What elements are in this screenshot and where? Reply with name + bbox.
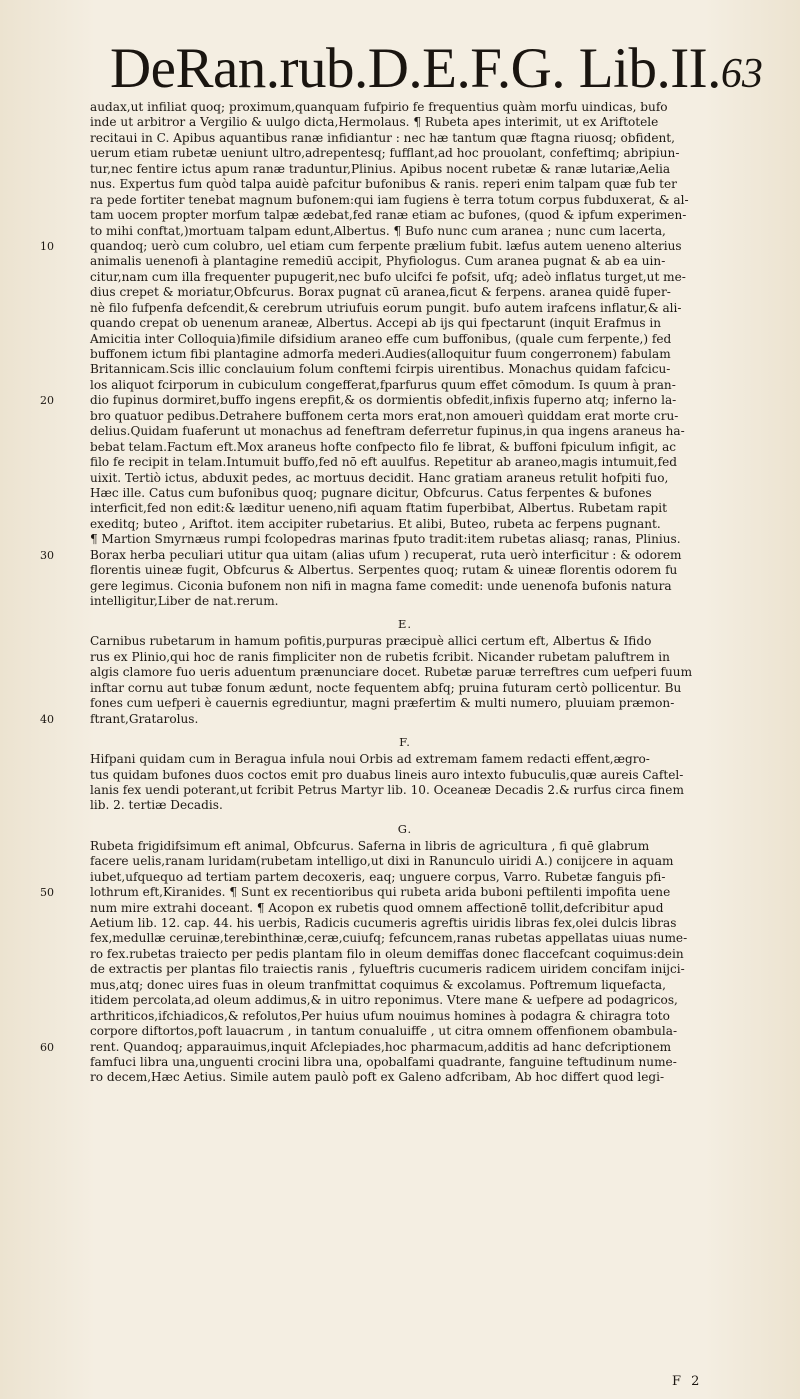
line-text: lanis fex uendi poterant,ut fcribit Petrus Martyr lib. 10. Oceaneæ Decadis 2.& rurfus circa finem	[90, 782, 684, 797]
line-text: audax,ut infiliat quoq; proximum,quanquam fufpirio fe frequentius quàm morfu uindicas, bufo	[90, 100, 668, 114]
line-text: bebat telam.Factum eft.Mox araneus hofte confpecto filo fe librat, & buffoni fpiculum infigit, ac	[90, 439, 677, 454]
text-line	[40, 579, 720, 594]
text-line	[40, 901, 720, 916]
text-line	[40, 696, 720, 711]
line-text: filo fe recipit in telam.Intumuit buffo,fed nō eft auulfus. Repetitur ab araneo,magis intumuit,fed	[90, 455, 677, 470]
section-heading-f: F.	[399, 735, 411, 750]
text-line	[40, 798, 720, 813]
text-line	[40, 650, 720, 665]
text-line	[40, 712, 720, 727]
text-line	[40, 931, 720, 946]
line-text: buffonem ictum fibi plantagine admorfa mederi.Audies(alloquitur fuum congerronem) fabulam	[90, 347, 671, 361]
line-text: interficit,fed non edit:& læditur ueneno,nifi aquam ftatim fuperbibat, Albertus. Rubetam rapit	[90, 501, 667, 516]
text-line	[40, 962, 720, 977]
line-text: rent. Quandoq; apparauimus,inquit Afclepiades,hoc pharmacum,additis ad hanc defcriptionem	[90, 1039, 672, 1054]
text-line	[40, 548, 720, 563]
line-text: delius.Quidam fuaferunt ut monachus ad feneftram deferretur fupinus,in qua ingens araneus ha-	[90, 424, 685, 439]
text-line	[40, 440, 720, 455]
line-text: corpore diftortos,poft lauacrum , in tantum conualuiffe , ut citra omnem offenfionem obambula-	[90, 1024, 678, 1039]
line-text: ftrant,Gratarolus.	[90, 711, 199, 726]
text-line	[40, 665, 720, 680]
line-text: iubet,ufquequo ad tertiam partem decoxeris, eaq; unguere corpus, Varro. Rubetæ fanguis pfi-	[90, 869, 666, 884]
text-line	[40, 100, 720, 115]
line-text: tus quidam bufones duos coctos emit pro duabus lineis auro intexto fubuculis,quæ aureis Caftel-	[90, 767, 684, 782]
text-line	[40, 393, 720, 408]
line-number: 30	[40, 548, 54, 562]
text-line	[40, 885, 720, 900]
line-text: fones cum uefperi è cauernis egrediuntur, magni præfertim & multi numero, pluuiam præmon-	[90, 696, 675, 711]
line-text: los aliquot fcirporum in cubiculum congefferat,fparfurus quum effet cōmodum. Is quum à pran-	[90, 377, 676, 392]
line-text: quando crepat ob uenenum araneæ, Albertus. Accepi ab ijs qui fpectarunt (inquit Erafmus in	[90, 316, 662, 331]
text-line	[40, 409, 720, 424]
line-number: 50	[40, 886, 54, 900]
line-text: ¶ Martion Smyrnæus rumpi fcolopedras marinas fputo tradit:item rubetas aliasq; ranas, Plinius.	[90, 532, 681, 547]
section-g	[40, 839, 720, 1086]
section-e	[40, 634, 720, 727]
section-heading-e: E.	[397, 617, 413, 632]
line-text: facere uelis,ranam luridam(rubetam intelligo,ut dixi in Ranunculo uiridi A.) conijcere in aquam	[90, 854, 674, 869]
text-line	[40, 839, 720, 854]
text-line	[40, 752, 720, 767]
text-line	[40, 532, 720, 547]
line-text: Hifpani quidam cum in Beragua infula noui Orbis ad extremam famem redacti effent,ægro-	[90, 752, 650, 767]
text-line	[40, 634, 720, 649]
text-line	[40, 517, 720, 532]
line-text: algis clamore fuo ueris aduentum prænunciare docet. Rubetæ paruæ terreftres cum uefperi fuum	[90, 665, 693, 680]
text-line	[40, 486, 720, 501]
signature-mark: F 2	[672, 1374, 703, 1389]
text-line	[40, 947, 720, 962]
text-line	[40, 783, 720, 798]
text-line	[40, 916, 720, 931]
line-text: dio fupinus dormiret,buffo ingens erepfit,& os dormientis obfedit,infixis fuperno atq; inferno la-	[90, 393, 677, 408]
text-line	[40, 993, 720, 1008]
text-line	[40, 854, 720, 869]
line-text: Britannicam.Scis illic conclauium folum conftemi fcirpis uirentibus. Monachus quidam fafcicu-	[90, 362, 671, 377]
text-line	[40, 254, 720, 269]
text-line	[40, 347, 720, 362]
line-text: tam uocem propter morfum talpæ ædebat,fed ranæ etiam ac bufones, (quod & ipfum experimen-	[90, 208, 687, 223]
line-text: intelligitur,Liber de nat.rerum.	[90, 594, 279, 608]
text-line	[40, 1040, 720, 1055]
line-text: Carnibus rubetarum in hamum pofitis,purpuras præcipuè allici certum eft, Albertus & Ifido	[90, 634, 652, 649]
line-text: exeditq; buteo , Ariftot. item accipiter rubetarius. Et alibi, Buteo, rubeta ac ferpens pugnant.	[90, 516, 661, 531]
line-text: uixit. Tertiò ictus, abduxit pedes, ac mortuus decidit. Hanc gratiam araneus retulit hofpiti fuo,	[90, 470, 669, 485]
line-text: num mire extrahi doceant. ¶ Acopon ex rubetis quod omnem affectionē tollit,defcribitur apud	[90, 900, 664, 915]
text-line	[40, 239, 720, 254]
line-text: inde ut arbitror a Vergilio & uulgo dicta,Hermolaus. ¶ Rubeta apes interimit, ut ex Ariftotele	[90, 115, 659, 130]
text-line	[40, 208, 720, 223]
line-text: tur,nec fentire ictus apum ranæ traduntur,Plinius. Apibus nocent rubetæ & ranæ lutariæ,Aelia	[90, 161, 671, 176]
text-line	[40, 563, 720, 578]
text-line	[40, 501, 720, 516]
line-text: florentis uineæ fugit, Obfcurus & Albertus. Serpentes quoq; rutam & uineæ florentis odorem fu	[90, 563, 678, 578]
text-line	[40, 1024, 720, 1039]
line-text: Borax herba peculiari utitur qua uitam (alias ufum ) recuperat, ruta uerò interficitur : & odorem	[90, 547, 682, 562]
text-line	[40, 471, 720, 486]
line-text: Aetium lib. 12. cap. 44. his uerbis, Radicis cucumeris agreftis uiridis libras fex,olei dulcis libras	[90, 916, 677, 930]
text-line	[40, 270, 720, 285]
line-text: itidem percolata,ad oleum addimus,& in uitro reponimus. Vtere mane & uefpere ad podagricos,	[90, 993, 678, 1008]
text-line	[40, 768, 720, 783]
line-text: Rubeta frigidifsimum eft animal, Obfcurus. Saferna in libris de agricultura , fi quē glabrum	[90, 838, 650, 853]
section-d	[40, 100, 720, 609]
text-line	[40, 455, 720, 470]
line-text: fex,medullæ ceruinæ,terebinthinæ,ceræ,cuiufq; fefcuncem,ranas rubetas appellatas uiuas nume-	[90, 931, 688, 946]
line-number: 40	[40, 712, 54, 726]
line-text: Hæc ille. Catus cum bufonibus quoq; pugnare dicitur, Obfcurus. Catus ferpentes & bufones	[90, 485, 652, 500]
line-text: arthriticos,ifchiadicos,& refolutos,Per huius ufum nouimus homines à podagra & chiragra toto	[90, 1008, 670, 1023]
text-line	[40, 424, 720, 439]
body-text	[40, 100, 720, 1086]
text-line	[40, 224, 720, 239]
text-line	[40, 378, 720, 393]
line-text: bro quatuor pedibus.Detrahere buffonem certa mors erat,non amouerì quiddam erat morte cru-	[90, 408, 679, 423]
line-text: ro decem,Hæc Aetius. Simile autem paulò poft ex Galeno adfcribam, Ab hoc differt quod legi-	[90, 1070, 665, 1085]
text-line	[40, 177, 720, 192]
line-text: de extractis per plantas filo traiectis ranis , fylueftris cucumeris radicem uiridem concifam inijci-	[90, 962, 685, 977]
line-text: nus. Expertus fum quòd talpa auidè pafcitur bufonibus & ranis. reperi enim talpam quæ fub ter	[90, 177, 677, 192]
line-text: recitaui in C. Apibus aquantibus ranæ infidiantur : nec hæ tantum quæ ftagna riuosq; obfident,	[90, 130, 675, 145]
line-text: animalis uenenofi à plantagine remediū accipit, Phyfiologus. Cum aranea pugnat & ab ea uin-	[90, 254, 666, 269]
line-number: 20	[40, 394, 54, 408]
text-line	[40, 681, 720, 696]
section-heading-g: G.	[397, 821, 413, 836]
line-text: to mihi conftat,)mortuam talpam edunt,Albertus. ¶ Bufo nunc cum aranea ; nunc cum lacerta,	[90, 223, 666, 238]
line-text: lothrum eft,Kiranides. ¶ Sunt ex recentioribus qui rubeta arida buboni peftilenti impofita uene	[90, 885, 671, 900]
text-line	[40, 362, 720, 377]
line-text: Amicitia inter Colloquia)fimile difsidium araneo effe cum buffonibus, (quale cum ferpente,) fed	[90, 331, 672, 346]
line-text: lib. 2. tertiæ Decadis.	[90, 798, 223, 813]
line-text: quandoq; uerò cum colubro, uel etiam cum ferpente prælium fubit. læfus autem ueneno alterius	[90, 238, 682, 253]
line-text: ra pede fortiter tenebat magnum bufonem:qui iam fugiens è terra totum corpus fubduxerat, & al-	[90, 192, 689, 207]
text-line	[40, 301, 720, 316]
text-line	[40, 131, 720, 146]
text-line	[40, 193, 720, 208]
line-text: gere legimus. Ciconia bufonem non nifi in magna fame comedit: unde uenenofa bufonis natura	[90, 578, 672, 593]
text-line	[40, 870, 720, 885]
text-line	[40, 1009, 720, 1024]
line-text: nè filo fufpenfa defcendit,& cerebrum utriufuis eorum pungit. bufo autem irafcens inflatur,& ali-	[90, 300, 682, 315]
text-line	[40, 285, 720, 300]
text-line	[40, 162, 720, 177]
line-text: ro fex.rubetas traiecto per pedis plantam filo in oleum demiffas donec flaccefcant coquimus:dein	[90, 946, 684, 961]
line-text: dius crepet & moriatur,Obfcurus. Borax pugnat cū aranea,ficut & ferpens. aranea quidē fuper-	[90, 285, 671, 300]
folio-number: 63	[720, 51, 763, 97]
text-line	[40, 115, 720, 130]
line-text: inftar cornu aut tubæ fonum ædunt, nocte fequentem abfq; pruina futuram certò pollicentur. Bu	[90, 680, 682, 695]
line-text: citur,nam cum illa frequenter pupugerit,nec bufo ulcifci fe pofsit, ufq; adeò inflatus turget,ut me-	[90, 269, 686, 284]
text-line	[40, 594, 720, 609]
text-line	[40, 1055, 720, 1070]
line-text: uerum etiam rubetæ ueniunt ultro,adrepentesq; fufflant,ad hoc prouolant, confeftimq; abripiun-	[90, 146, 680, 161]
text-line	[40, 332, 720, 347]
text-line	[40, 1070, 720, 1085]
line-number: 10	[40, 239, 54, 253]
line-number: 60	[40, 1040, 54, 1054]
line-text: famfuci libra una,unguenti crocini libra una, opobalfami quadrante, fanguine teftudinum nume-	[90, 1054, 677, 1069]
text-line	[40, 316, 720, 331]
section-f	[40, 752, 720, 814]
text-line	[40, 146, 720, 161]
text-line	[40, 978, 720, 993]
page-title: DeRan.rub.D.E.F.G. Lib.II.	[110, 37, 721, 100]
line-text: mus,atq; donec uires fuas in oleum tranfmittat coquimus & excolamus. Poftremum liquefacta,	[90, 977, 666, 992]
line-text: rus ex Plinio,qui hoc de ranis fimpliciter non de rubetis fcribit. Nicander rubetam paluftrem in	[90, 649, 670, 664]
